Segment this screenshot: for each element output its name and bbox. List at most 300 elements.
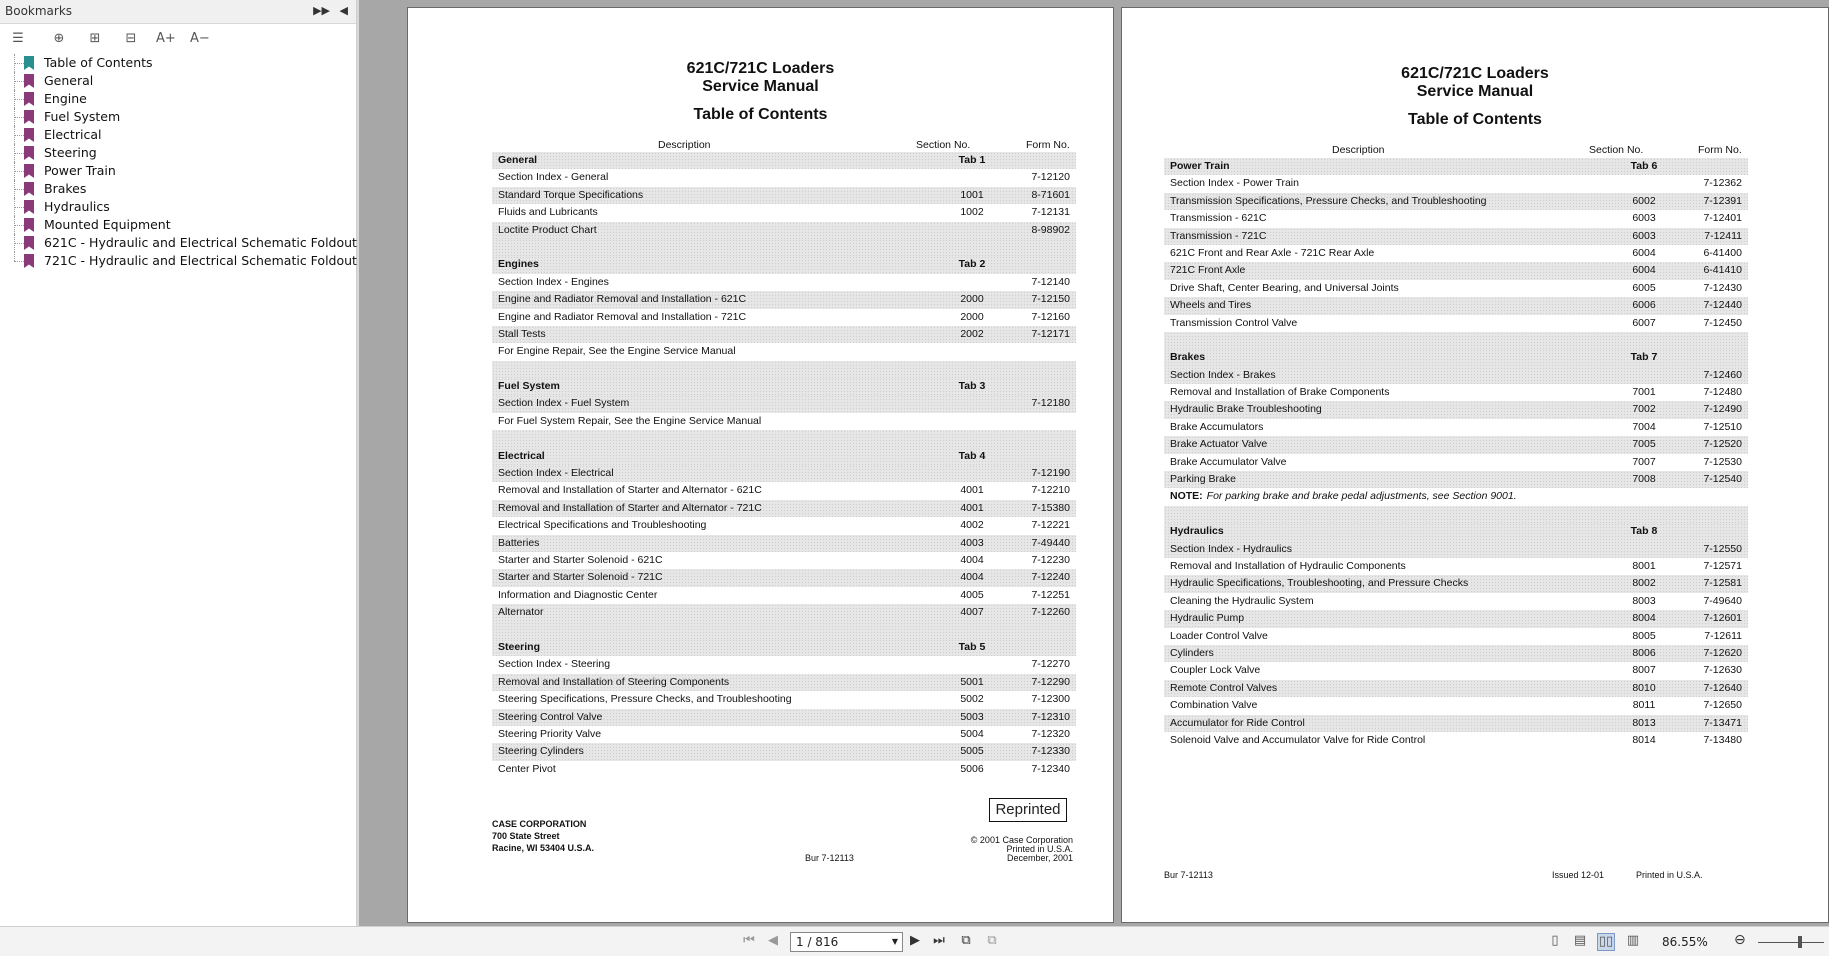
toc-row [1164,280,1748,297]
toc-row [492,169,1076,186]
page-title-line2: Service Manual [702,78,819,95]
tree-connector [14,63,24,64]
row-section-number: 7007 [1632,455,1656,468]
toc-row [492,204,1076,221]
row-description: Standard Torque Specifications [498,188,644,201]
row-description: Removal and Installation of Steering Components [498,675,730,688]
toc-title: Table of Contents [1408,111,1542,128]
tree-connector [14,153,24,154]
row-description: Remote Control Valves [1170,681,1278,694]
decrease-font-icon[interactable]: A− [190,31,210,46]
toc-row [1164,245,1748,262]
bur-number: Bur 7-12113 [805,853,854,863]
row-description: Steering Cylinders [498,745,584,758]
row-description: Section Index - Electrical [498,467,614,480]
row-section-number: 5003 [960,710,984,723]
toc-row [492,274,1076,291]
row-section-number: Tab 1 [958,154,986,166]
toc-spacer-row [492,430,1076,447]
bookmark-item[interactable] [0,90,356,108]
delete-bookmark-icon[interactable]: ⊟ [125,31,137,46]
toc-row [1164,297,1748,314]
printed-in: Printed in U.S.A. [1006,844,1073,854]
bookmark-icon [24,74,34,88]
bookmark-label: Steering [44,145,97,160]
bookmarks-panel [0,0,357,926]
zoom-slider-thumb[interactable] [1798,936,1802,948]
toc-row [1164,228,1748,245]
page-number-input[interactable] [790,932,903,952]
row-form-number: 6-41410 [1703,264,1742,277]
toc-note-row [1164,488,1748,505]
row-description: For Fuel System Repair, See the Engine Service Manual [498,414,762,427]
toc-row [1164,210,1748,227]
row-form-number: 7-12340 [1031,762,1070,775]
toc-row [1164,471,1748,488]
toc-row [492,500,1076,517]
toc-row [492,709,1076,726]
toc-row [1164,541,1748,558]
row-description: Starter and Starter Solenoid - 721C [498,571,663,584]
row-form-number: 7-12300 [1031,693,1070,706]
row-description: Transmission Control Valve [1170,316,1298,329]
row-description: Electrical Specifications and Troubleshooting [498,519,707,532]
toc-row [1164,384,1748,401]
previous-view-icon[interactable]: ⧉ [961,933,971,948]
row-section-number: Tab 6 [1630,160,1658,172]
bookmark-icon [24,236,34,250]
row-description: Parking Brake [1170,473,1236,486]
tree-connector [14,225,24,226]
toc-section-header [1164,523,1748,540]
column-description: Description [1332,144,1385,156]
row-description: Hydraulic Specifications, Troubleshooting, and Pressure Checks [1170,577,1469,590]
toc-row [492,656,1076,673]
toc-row [492,517,1076,534]
row-form-number: 7-12460 [1703,368,1742,381]
row-description: General [498,154,538,166]
bookmarks-toolbar [0,24,356,52]
bookmark-icon [24,254,34,268]
row-form-number: 7-12190 [1031,467,1070,480]
bookmark-label: Table of Contents [44,55,153,70]
row-form-number: 7-12650 [1703,699,1742,712]
row-form-number: 7-12131 [1031,206,1070,219]
page-title-line2: Service Manual [1416,83,1534,100]
bur-number: Bur 7-12113 [1164,870,1213,880]
row-description [1170,488,1517,505]
row-form-number: 7-12581 [1703,577,1742,590]
row-description: Transmission - 621C [1170,212,1267,225]
row-description: Combination Valve [1170,699,1258,712]
continuous-view-icon[interactable]: ▤ [1573,933,1587,948]
row-section-number: 4001 [960,501,984,514]
bookmark-label: Mounted Equipment [44,217,171,232]
toc-row [1164,175,1748,192]
previous-page-icon[interactable]: ◀ [768,933,778,948]
row-description: Section Index - General [498,171,609,184]
expand-bookmark-icon[interactable]: ⊕ [53,31,65,46]
row-description: 721C Front Axle [1170,264,1246,277]
row-section-number: 5001 [960,675,984,688]
column-description: Description [658,139,711,151]
bookmark-label: Brakes [44,181,87,196]
bookmark-item[interactable] [0,234,356,252]
toc-spacer-row [1164,332,1748,349]
chevron-down-icon[interactable]: ▼ [891,937,898,946]
row-form-number: 7-12480 [1703,386,1742,399]
toc-row [1164,401,1748,418]
row-description: Fuel System [498,380,560,393]
toc-row [1164,732,1748,749]
row-section-number: 8004 [1632,612,1656,625]
row-form-number: 7-13480 [1703,733,1742,746]
row-form-number: 7-12251 [1031,588,1070,601]
continuous-facing-view-icon[interactable]: ▥ [1626,933,1640,948]
print-date: December, 2001 [1006,853,1073,863]
row-section-number: 8013 [1632,716,1656,729]
toc-table [492,152,1076,778]
bookmark-label: 721C - Hydraulic and Electrical Schematic Foldout [44,253,357,268]
bookmark-tree [0,54,356,270]
row-form-number: 7-12401 [1703,212,1742,225]
bookmark-item[interactable] [0,72,356,90]
row-description: Hydraulic Pump [1170,612,1245,625]
toc-row [1164,575,1748,592]
first-page-icon[interactable]: ⏮ [743,933,755,948]
row-section-number: 8010 [1632,681,1656,694]
note-text: For parking brake and brake pedal adjustments, see Section 9001. [1206,490,1517,503]
bookmark-options-icon[interactable]: ☰ [12,31,24,46]
row-section-number: 1002 [960,206,984,219]
row-description: Loctite Product Chart [498,223,597,236]
row-description: Removal and Installation of Hydraulic Components [1170,559,1406,572]
row-description: 621C Front and Rear Axle - 721C Rear Axle [1170,246,1375,259]
toc-row [492,743,1076,760]
toc-row [1164,715,1748,732]
bookmark-item[interactable] [0,108,356,126]
toc-row [492,587,1076,604]
row-description: Brake Accumulator Valve [1170,455,1287,468]
row-section-number: 8002 [1632,577,1656,590]
row-description: Transmission - 721C [1170,229,1267,242]
bookmark-label: General [44,73,94,88]
document-view[interactable] [359,0,1829,926]
row-section-number: 4004 [960,571,984,584]
row-section-number: 7008 [1632,473,1656,486]
bookmark-icon [24,146,34,160]
bookmark-item[interactable] [0,162,356,180]
row-description: Steering Specifications, Pressure Checks, and Troubleshooting [498,693,792,706]
close-panel-icon[interactable]: ◀ [339,4,348,17]
toc-table [1164,158,1748,749]
row-form-number: 7-12490 [1703,403,1742,416]
row-description: Section Index - Steering [498,658,611,671]
toc-row [1164,628,1748,645]
row-section-number: 5005 [960,745,984,758]
toc-row [1164,662,1748,679]
tree-connector [14,252,15,261]
bookmark-item[interactable] [0,144,356,162]
row-section-number: Tab 4 [958,449,986,462]
row-section-number: Tab 5 [958,640,986,653]
bookmarks-header [0,0,356,24]
facing-pages-view-icon[interactable]: ▯▯ [1598,934,1614,949]
row-form-number: 7-12391 [1703,194,1742,207]
row-form-number: 7-49440 [1031,536,1070,549]
row-section-number: 8007 [1632,664,1656,677]
row-form-number: 7-12310 [1031,710,1070,723]
bookmark-icon [24,128,34,142]
toc-spacer-row [1164,506,1748,523]
row-description: Section Index - Hydraulics [1170,542,1292,555]
row-form-number: 8-98902 [1031,223,1070,236]
toc-row [492,569,1076,586]
column-section: Section No. [916,139,971,151]
row-description: Hydraulic Brake Troubleshooting [1170,403,1322,416]
zoom-slider[interactable] [1758,942,1824,943]
row-description: Engine and Radiator Removal and Installation - 621C [498,293,747,306]
row-description: Section Index - Power Train [1170,177,1299,190]
toc-row [1164,367,1748,384]
printed-in: Printed in U.S.A. [1636,870,1703,880]
toc-row [492,535,1076,552]
page-2 [1121,7,1829,923]
toc-row [1164,610,1748,627]
row-form-number: 7-12430 [1703,281,1742,294]
toc-row [492,604,1076,621]
bookmark-icon [24,56,34,70]
row-form-number: 7-12260 [1031,606,1070,619]
row-section-number: 4001 [960,484,984,497]
row-form-number: 7-12510 [1703,420,1742,433]
row-description: Batteries [498,536,540,549]
toc-section-header [492,256,1076,273]
tree-connector [14,117,24,118]
bookmark-label: Fuel System [44,109,121,124]
row-description: Transmission Specifications, Pressure Checks, and Troubleshooting [1170,194,1487,207]
next-view-icon[interactable]: ⧉ [987,933,997,948]
row-section-number: 4005 [960,588,984,601]
toc-row [492,413,1076,430]
row-section-number: Tab 8 [1630,525,1658,538]
row-section-number: Tab 7 [1630,351,1658,364]
toc-row [1164,262,1748,279]
navigation-bar [0,926,1829,956]
toc-row [492,309,1076,326]
row-form-number: 7-12620 [1703,646,1742,659]
row-section-number: 6004 [1632,246,1656,259]
toc-row [492,674,1076,691]
row-section-number: 5002 [960,693,984,706]
row-section-number: 6007 [1632,316,1656,329]
row-description: Removal and Installation of Starter and Alternator - 621C [498,484,762,497]
tree-connector [14,81,24,82]
row-section-number: Tab 3 [958,380,986,393]
tree-connector [14,189,24,190]
bookmark-icon [24,218,34,232]
row-description: Engines [498,258,539,271]
row-form-number: 7-12330 [1031,745,1070,758]
row-description: Solenoid Valve and Accumulator Valve for Ride Control [1170,733,1426,746]
page-number-value: 1 / 816 [796,935,839,949]
bookmark-item[interactable] [0,126,356,144]
row-section-number: 4004 [960,553,984,566]
row-form-number: 7-12450 [1703,316,1742,329]
row-form-number: 7-12362 [1703,177,1742,190]
row-form-number: 7-12180 [1031,397,1070,410]
bookmark-item[interactable] [0,198,356,216]
row-description: Steering Control Valve [498,710,603,723]
add-bookmark-icon[interactable]: ⊞ [89,31,101,46]
row-section-number: 8006 [1632,646,1656,659]
row-form-number: 7-12171 [1031,327,1070,340]
row-description: Power Train [1170,160,1230,172]
toc-row [492,222,1076,239]
page-1 [407,7,1114,923]
zoom-out-icon[interactable]: ⊖ [1734,932,1746,948]
toc-row [492,326,1076,343]
tree-connector [14,99,24,100]
row-form-number: 7-12210 [1031,484,1070,497]
toc-row [492,291,1076,308]
row-description: Section Index - Engines [498,275,609,288]
row-form-number: 7-12140 [1031,275,1070,288]
toc-row [1164,697,1748,714]
row-description: Hydraulics [1170,525,1224,538]
row-description: Steering [498,640,541,653]
toc-row [1164,315,1748,332]
row-form-number: 7-12160 [1031,310,1070,323]
tree-connector [14,261,24,262]
collapse-panel-icon[interactable]: ▶▶ [313,4,330,17]
row-form-number: 7-12320 [1031,727,1070,740]
row-description: Electrical [498,449,545,462]
column-section: Section No. [1589,144,1644,156]
reprinted-stamp: Reprinted [989,798,1067,822]
bookmark-label: Hydraulics [44,199,110,214]
row-description: Accumulator for Ride Control [1170,716,1305,729]
zoom-level[interactable]: 86.55% [1662,935,1708,949]
bookmark-icon [24,110,34,124]
toc-row [1164,645,1748,662]
row-section-number: 6006 [1632,299,1656,312]
row-form-number: 7-12640 [1703,681,1742,694]
toc-row [492,726,1076,743]
toc-row [492,465,1076,482]
toc-row [1164,454,1748,471]
row-section-number: 6003 [1632,229,1656,242]
toc-row [492,187,1076,204]
row-section-number: 5006 [960,762,984,775]
bookmark-item[interactable] [0,216,356,234]
increase-font-icon[interactable]: A+ [156,31,176,46]
tree-connector [14,135,24,136]
row-section-number: 8003 [1632,594,1656,607]
toc-row [1164,436,1748,453]
row-form-number: 7-15380 [1031,501,1070,514]
toc-row [492,395,1076,412]
row-form-number: 7-12150 [1031,293,1070,306]
row-section-number: 8011 [1632,699,1656,712]
toc-section-header [1164,158,1748,175]
toc-row [492,343,1076,360]
address-line1: 700 State Street [492,831,560,841]
row-form-number: 7-12571 [1703,559,1742,572]
bookmark-label: Engine [44,91,87,106]
toc-spacer-row [492,239,1076,256]
issued-date: Issued 12-01 [1552,870,1605,880]
row-description: Brake Accumulators [1170,420,1264,433]
bookmark-icon [24,164,34,178]
row-form-number: 7-12120 [1031,171,1070,184]
row-section-number: 7005 [1632,438,1656,451]
toc-row [1164,680,1748,697]
row-form-number: 7-12240 [1031,571,1070,584]
row-form-number: 7-12221 [1031,519,1070,532]
row-form-number: 7-12601 [1703,612,1742,625]
note-label: NOTE: [1170,490,1203,503]
row-section-number: 8014 [1632,733,1656,746]
next-page-icon[interactable]: ▶ [910,933,920,948]
toc-section-header [492,448,1076,465]
single-page-view-icon[interactable]: ▯ [1551,933,1559,948]
last-page-icon[interactable]: ⏭ [933,933,945,948]
tree-connector [14,243,24,244]
toc-row [492,691,1076,708]
row-form-number: 7-12411 [1704,229,1742,242]
bookmark-item[interactable] [0,252,356,270]
row-section-number: 8001 [1632,559,1656,572]
row-form-number: 7-12230 [1031,553,1070,566]
toc-title: Table of Contents [693,106,828,123]
bookmark-icon [24,92,34,106]
row-description: Starter and Starter Solenoid - 621C [498,553,663,566]
column-form: Form No. [1698,144,1742,156]
toc-section-header [492,378,1076,395]
tree-connector [14,171,24,172]
row-description: Removal and Installation of Starter and Alternator - 721C [498,501,762,514]
bookmark-label: Electrical [44,127,102,142]
row-section-number: 5004 [960,727,984,740]
toc-section-header [492,639,1076,656]
row-description: Alternator [498,606,544,619]
row-description: Fluids and Lubricants [498,206,598,219]
row-section-number: 4007 [960,606,984,619]
row-section-number: 6002 [1632,194,1656,207]
toc-spacer-row [492,361,1076,378]
row-section-number: 2000 [960,293,984,306]
bookmark-item[interactable] [0,180,356,198]
row-section-number: Tab 2 [958,258,986,271]
row-form-number: 7-12440 [1703,299,1742,312]
row-description: Section Index - Fuel System [498,397,630,410]
toc-row [1164,593,1748,610]
toc-row [492,761,1076,778]
toc-section-header [492,152,1076,169]
row-form-number: 7-12530 [1703,455,1742,468]
bookmark-icon [24,200,34,214]
row-form-number: 7-12550 [1703,542,1742,555]
row-description: Information and Diagnostic Center [498,588,658,601]
toc-section-header [1164,349,1748,366]
toc-row [1164,558,1748,575]
bookmark-item[interactable] [0,54,356,72]
row-description: Cleaning the Hydraulic System [1170,594,1314,607]
row-form-number: 7-12520 [1703,438,1742,451]
toc-row [492,482,1076,499]
row-form-number: 7-12540 [1703,473,1742,486]
